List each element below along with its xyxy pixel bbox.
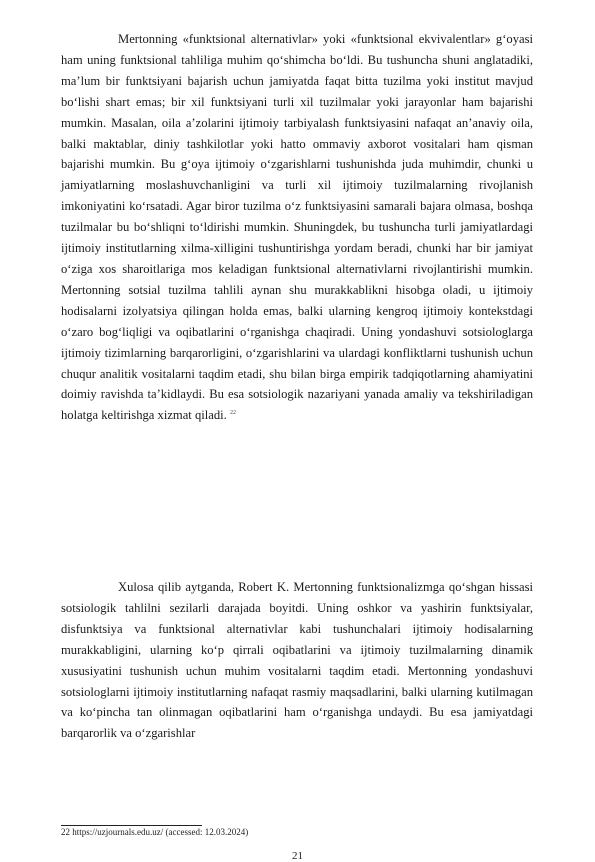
footnote-separator (61, 825, 202, 826)
body-paragraph-2: Xulosa qilib aytganda, Robert K. Mertonning funktsionalizmga qo‘shgan hissasi sotsiologik tahlilni sezilarli darajada boyitdi. Uning oshkor va yashirin funktsiyalar, disfunktsiya va funktsional alternativlar kabi tushunchalari ijtimoiy hodisalarning murakkabligini, ularning ko‘p qirrali oqibatlarini va ijtimoiy tuzilmalarning dinamik xususiyatini tushunish uchun muhim vositalarni taqdim etadi. Mertonning yondashuvi sotsiologlarni ijtimoiy institutlarning nafaqat rasmiy maqsadlarini, balki ularning kutilmagan va ko‘pincha tan olinmagan oqibatlarini ham o‘rganishga undaydi. Bu esa jamiyatdagi barqarorlik va o‘zgarishlar (61, 580, 533, 741)
footnote-reference[interactable]: 22 (229, 410, 236, 417)
page-number: 21 (292, 850, 303, 862)
paragraph-text: Mertonning «funktsional alternativlar» yoki «funktsional ekvivalentlar» g‘oyasi ham uning funktsional tahliliga muhim qo‘shimcha bo‘ldi. Bu tushuncha shuni anglatadiki, ma’lum bir funktsiyani bajarish uchun jamiyatda faqat bitta tuzilma yoki institut mavjud bo‘lishi shart emas; bir xil funktsiyani turli xil tuzilmalar yoki jarayonlar ham bajarishi mumkin. Masalan, oila a’zolarini ijtimoiy tarbiyalash funktsiyasini nafaqat an’anaviy oila, balki maktablar, diniy tashkilotlar yoki hatto ommaviy axborot vositalari ham qisman bajarishi mumkin. Bu g‘oya ijtimoiy o‘zgarishlarni tushunishda juda muhimdir, chunki u jamiyatlarning moslashuvchanligini va turli xil ijtimoiy tuzilmalarning rivojlanish imkoniyatini ko‘rsatadi. Agar biror tuzilma o‘z funktsiyasini samarali bajara olmasa, boshqa tuzilmalar bu bo‘shliqni to‘ldirishi mumkin. Shuningdek, bu tushuncha turli jamiyatlardagi ijtimoiy institutlarning xilma-xilligini tushuntirishga yordam beradi, chunki har bir jamiyat o‘ziga xos sharoitlariga mos keladigan funktsional alternativlarni rivojlantirishi mumkin. Mertonning sotsial tuzilma tahlili aynan shu murakkablikni hisobga oladi, u ijtimoiy hodisalarni izolyatsiya qilingan holda emas, balki ularning kengroq ijtimoiy kontekstdagi o‘zaro bog‘liqligi va oqibatlarini o‘rganishga chaqiradi. Uning yondashuvi sotsiologlarga ijtimoiy tizimlarning barqarorligini, o‘zgarishlarini va ulardagi konfliktlarni tushunish uchun chuqur analitik vositalarni taqdim etadi, shu bilan birga empirik tadqiqotlarning ahamiyatini doimiy ravishda ta’kidlaydi. Bu esa sotsiologik nazariyani yanada amaliy va tekshiriladigan holatga keltirishga xizmat qiladi. (61, 32, 533, 423)
body-paragraph-1 (61, 29, 533, 426)
footnote: 22 https://uzjournals.edu.uz/ (accessed: 12.03.2024) (61, 827, 249, 837)
